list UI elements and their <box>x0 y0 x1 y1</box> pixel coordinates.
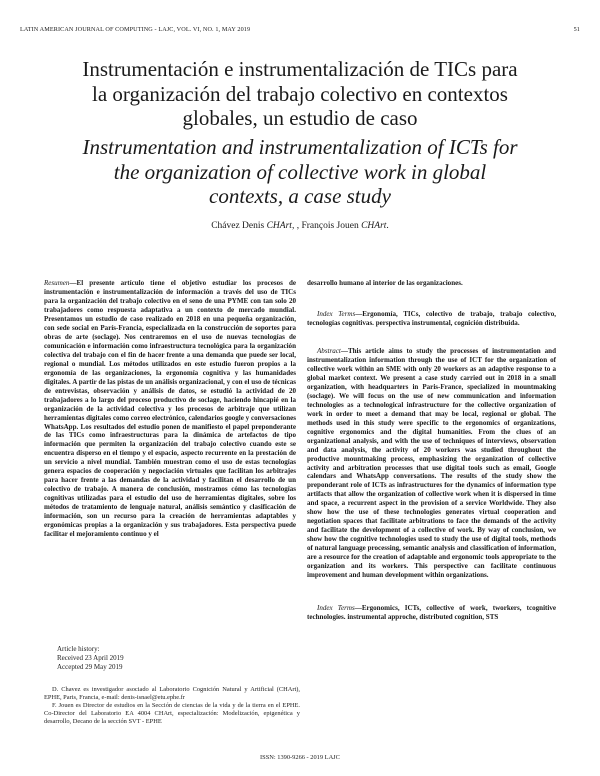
issn-footer: ISSN: 1390-9266 - 2019 LAJC <box>260 754 340 761</box>
author-note: D. Chavez es investigador asociado al Laboratorio Cognición Natural y Artificial (CHArt), EPHE, Paris, Francia, e-mail: denis-isnael@etu.ephe.fr <box>44 686 300 702</box>
running-header <box>20 26 580 36</box>
author-1: Chávez Denis <box>211 221 265 231</box>
title-en-line: contexts, a case study <box>209 184 391 208</box>
page-number: 51 <box>573 26 580 33</box>
title-es-line: Instrumentación e instrumentalización de TICs para <box>82 57 518 81</box>
author-separator: , , <box>291 221 302 231</box>
title-spanish <box>30 57 570 131</box>
index-terms-es-label: Index Terms <box>317 309 356 318</box>
index-terms-english <box>307 604 556 622</box>
author-line <box>30 221 570 231</box>
author-note: F. Jouen es Director de estudios en la Sección de ciencias de la vida y de la tierra en el EPHE. Co-Director del Laboratorio EA 4004 CHArt, especialización: Modelización, epigenética y desarrollo, Decano de la sección SVT - EPHE <box>44 702 300 726</box>
author-1-affiliation: CHArt <box>266 221 292 231</box>
index-terms-en-text: —Ergonomics, ICTs, collective of work, tworkers, tcognitive technologies. instrumental approche, distributed cognition, STS <box>307 604 556 622</box>
index-terms-spanish <box>307 310 556 328</box>
abstract-english <box>307 347 556 580</box>
journal-header: LATIN AMERICAN JOURNAL OF COMPUTING - LAJC, VOL. VI, NO. 1, MAY 2019 <box>20 26 251 33</box>
abstract-en-text: —This article aims to study the processes of instrumentation and instrumentalization information through the use of ICT for the organization of collective work within an SME with only 20 workers as an adaptive response to a global market context. We present a case study carried out in 2018 in a small organization, with headquarters in Paris-France, specialized in mountmaking (soclage). We will focus on the use of new communication and information technologies as a technological infrastructure for the collective organization of work in order to meet a demand that may be local, regional or global. The methods used in this study were specific to the ergonomics of organizations, cognitive ergonomics and the digital humanities. From the clues of an organizational analysis, and with the use of techniques of interviews, observation and data analysis, the activity of 20 workers was studied throughout the productive mountmaking process, emphasizing the organization of collective activity and arbitration processes that use digital tools such as email, Google calendars and WhatsApp conversations. The results of the study show the preponderant role of ICTs as infrastructures for the dynamics of information type artifacts that allow the organization of collective work when it is dispersed in time and space, a recurrent aspect in the provision of a service Worldwide. They also show how the use of these technologies generates virtual cooperation and negotiation spaces that facilitate arbitrations to face the demands of the activity and facilitate the development of a collective of work. By way of conclusion, we show how the cognitive technologies used to study the use of digital tools, methods of natural language processing, semantic analysis and classification of information, are a resource for the creation of adaptable and ergonomic tools appropriate to the organization and its workers. This perspective can facilitate continuous improvement and human development within organizations. <box>307 346 556 580</box>
author-2: François Jouen <box>301 221 359 231</box>
index-terms-en-label: Index Terms <box>317 604 355 613</box>
history-accepted: Accepted 29 May 2019 <box>57 663 123 671</box>
title-en-line: the organization of collective work in global <box>113 159 487 184</box>
title-es-line: globales, un estudio de caso <box>182 106 418 130</box>
abstract-spanish <box>44 279 296 539</box>
author-notes <box>44 686 300 726</box>
index-terms-es-text: —Ergonomía, TICs, colectivo de trabajo, trabajo colectivo, tecnologías cognitivas. perspectiva instrumental, cognición distribuida. <box>307 309 556 327</box>
abstract-es-label: Resumen <box>44 279 70 287</box>
right-column <box>307 279 556 622</box>
left-column <box>44 279 296 539</box>
abstract-es-text: —El presente artículo tiene el objetivo estudiar los procesos de instrumentación e instrumentalización de información a través del uso de TICs para la organización del trabajo colectivo en el seno de una PYME con tan solo 20 trabajadores como respuesta adaptativa a un contexto de mercado mundial. Presentamos un estudio de caso realizado en 2018 en una pequeña organización, con sede social en París-Francia, especializada en la construcción de soportes para obras de arte (soclage). Nos centraremos en el uso de nuevas tecnologías de comunicación e información como infraestructura tecnológica para la organización colectiva del trabajo con el fin de hacer frente a una demanda que puede ser local, regional o mundial. Los métodos utilizados en este estudio fueron propios a la ergonomía de las organizaciones, la ergonomía cognitiva y las humanidades digitales. A partir de las pistas de un análisis organizacional, y con el uso de técnicas de entrevistas, observación y análisis de datos, se estudió la actividad de 20 trabajadores a lo largo del proceso productivo de soclage, haciendo hincapié en la organización de la actividad colectiva y los procesos de arbitraje que utilizan herramientas digitales como correo electrónico, calendarios google y conversaciones WhatsApp. Los resultados del estudio ponen de manifiesto el papel preponderante de las TICs como infraestructuras para la dinámica de artefactos de tipo información que permiten la organización del trabajo colectivo cuando este se encuentra disperso en el tiempo y el espacio, aspecto recurrente en la prestación de un servicio a nivel mundial. También muestran como el uso de estas tecnologías genera espacios de cooperación y negociación virtuales que facilitan los arbitrajes para hacer frente a las demandas de la actividad y facilitan el desarrollo de un colectivo de trabajo. A manera de conclusión, mostramos cómo las tecnologías cognitivas utilizadas para el estudio del uso de herramientas digitales, sobre los métodos de tratamiento de lenguaje natural, análisis semántico y clasificación de información, son un recurso para la creación de herramientas adaptables y ergonómicas propias a la organización y sus trabajadores. Esta perspectiva puede facilitar el mejoramiento continuo y el <box>44 279 296 539</box>
author-end: . <box>386 221 389 231</box>
history-heading: Article history: <box>57 645 100 653</box>
title-en-line: Instrumentation and instrumentalization of ICTs for <box>82 135 518 159</box>
article-history <box>57 645 124 672</box>
history-received: Received 23 April 2019 <box>57 654 124 662</box>
title-es-line: la organización del trabajo colectivo en contextos <box>92 81 508 106</box>
abstract-es-continuation: desarrollo humano al interior de las organizaciones. <box>307 279 463 287</box>
author-2-affiliation: CHArt <box>361 221 387 231</box>
title-english <box>30 135 570 209</box>
abstract-en-label: Abstract <box>317 346 341 355</box>
